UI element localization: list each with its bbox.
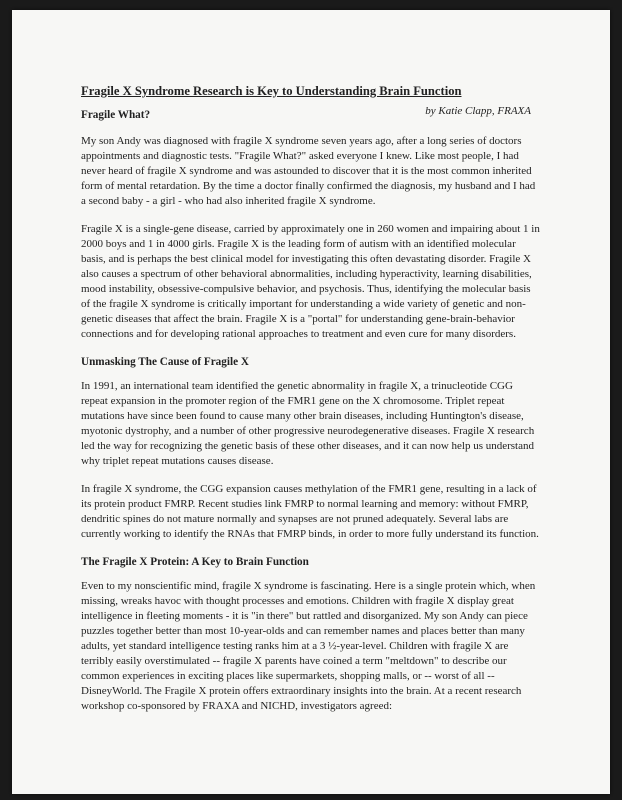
section-heading: Unmasking The Cause of Fragile X — [81, 356, 249, 368]
subtitle-row — [81, 105, 541, 124]
document-page — [12, 10, 610, 794]
byline: by Katie Clapp, FRAXA — [425, 105, 531, 117]
document-body — [81, 84, 541, 727]
paragraph: My son Andy was diagnosed with fragile X syndrome seven years ago, after a long series of doctors appointments and diagnostic tests. "Fragile What?" asked everyone I knew. Like most people, I had never heard of fragile X syndrome and was astounded to discover that it is the most common inherited form of mental retardation. By the time a doctor finally confirmed the diagnosis, my husband and I had a second baby - a girl - who had also inherited fragile X syndrome. — [81, 135, 536, 207]
paragraph: Fragile X is a single-gene disease, carried by approximately one in 260 women and impairing about 1 in 2000 boys and 1 in 4000 girls. Fragile X is the leading form of autism with an identified molecular basis, and is perhaps the best clinical model for investigating this often devastating disorder. Fragile X also causes a spectrum of other behavioral abnormalities, including hyperactivity, learning disabilities, mood instability, obsessive-compulsive behavior, and psychosis. Thus, identifying the molecular basis of the fragile X syndrome is critically important for understanding a wide variety of genetic and non-genetic diseases that affect the brain. Fragile X is a "portal" for understanding gene-brain-behavior connections and for developing rational approaches to treatment and even cure for many disorders. — [81, 223, 540, 340]
section-heading: The Fragile X Protein: A Key to Brain Function — [81, 556, 309, 568]
paragraph: In 1991, an international team identified the genetic abnormality in fragile X, a trinucleotide CGG repeat expansion in the promoter region of the FMR1 gene on the X chromosome. Triplet repeat mutations have since been found to cause many other brain diseases, including Huntington's disease, myotonic dystrophy, and a number of other progressive neurodegenerative diseases. Fragile X research led the way for recognizing the genetic basis of these other diseases, and it can now help us understand why triplet repeat mutations causes disease. — [81, 380, 535, 467]
document-title: Fragile X Syndrome Research is Key to Understanding Brain Function — [81, 84, 462, 98]
paragraph: In fragile X syndrome, the CGG expansion causes methylation of the FMR1 gene, resulting in a lack of its protein product FMRP. Recent studies link FMRP to normal learning and memory: without FMRP, dendritic spines do not mature normally and synapses are not pruned adequately. Several labs are currently working to identify the RNAs that FMRP binds, in order to more fully understand its function. — [81, 483, 539, 540]
subtitle: Fragile What? — [81, 109, 151, 121]
paragraph: Even to my nonscientific mind, fragile X syndrome is fascinating. Here is a single protein which, when missing, wreaks havoc with thought processes and emotions. Children with fragile X display great intelligence in fleeting moments - it is "in there" but rattled and disorganized. My son Andy can piece puzzles together better than most 10-year-olds and can remember names and places better than many adults, yet standard intelligence testing ranks him at a 3 ½-year-level. Children with fragile X are terribly easily overstimulated -- fragile X parents have coined a term "meltdown" to describe our common experiences in exciting places like supermarkets, shopping malls, or -- worst of all -- DisneyWorld. The Fragile X protein offers extraordinary insights into the brain. At a recent research workshop co-sponsored by FRAXA and NICHD, investigators agreed: — [81, 580, 536, 712]
